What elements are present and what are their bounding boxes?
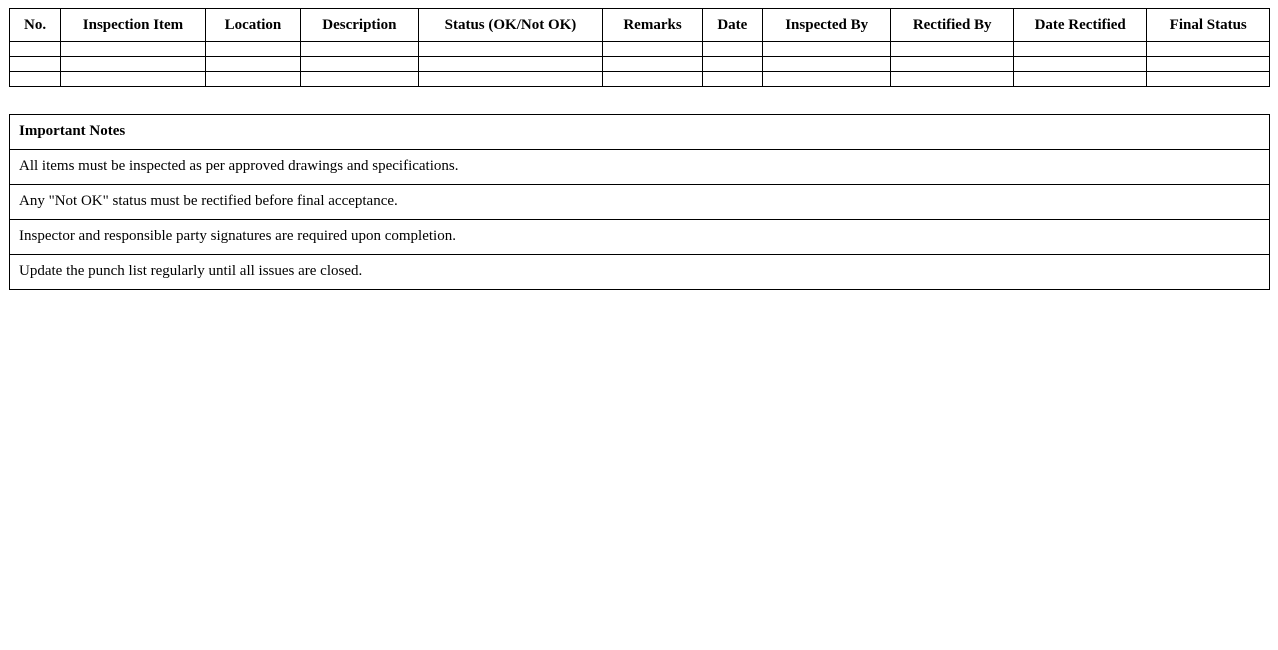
cell-inspected-by[interactable] xyxy=(762,72,891,87)
cell-location[interactable] xyxy=(205,72,300,87)
cell-no[interactable] xyxy=(10,72,61,87)
note-item: Any "Not OK" status must be rectified before final acceptance. xyxy=(10,185,1270,220)
column-header-location: Location xyxy=(205,9,300,42)
cell-no[interactable] xyxy=(10,57,61,72)
cell-description[interactable] xyxy=(301,57,418,72)
note-row xyxy=(10,220,1270,255)
cell-date-rectified[interactable] xyxy=(1013,57,1147,72)
cell-date[interactable] xyxy=(702,72,762,87)
cell-no[interactable] xyxy=(10,42,61,57)
inspection-checklist-table xyxy=(9,8,1270,87)
cell-location[interactable] xyxy=(205,42,300,57)
cell-final-status[interactable] xyxy=(1147,72,1270,87)
cell-inspected-by[interactable] xyxy=(762,57,891,72)
table-header-row xyxy=(10,9,1270,42)
note-item: Update the punch list regularly until all issues are closed. xyxy=(10,255,1270,290)
cell-date[interactable] xyxy=(702,57,762,72)
notes-header-row xyxy=(10,115,1270,150)
column-header-inspected-by: Inspected By xyxy=(762,9,891,42)
cell-date-rectified[interactable] xyxy=(1013,72,1147,87)
table-row[interactable] xyxy=(10,57,1270,72)
important-notes-table xyxy=(9,114,1270,290)
cell-remarks[interactable] xyxy=(603,42,702,57)
column-header-no: No. xyxy=(10,9,61,42)
cell-status[interactable] xyxy=(418,72,603,87)
cell-remarks[interactable] xyxy=(603,72,702,87)
cell-description[interactable] xyxy=(301,42,418,57)
cell-rectified-by[interactable] xyxy=(891,42,1013,57)
note-row xyxy=(10,185,1270,220)
column-header-inspection-item: Inspection Item xyxy=(61,9,206,42)
column-header-remarks: Remarks xyxy=(603,9,702,42)
note-row xyxy=(10,150,1270,185)
column-header-description: Description xyxy=(301,9,418,42)
cell-inspection-item[interactable] xyxy=(61,42,206,57)
cell-status[interactable] xyxy=(418,57,603,72)
inspection-table-container xyxy=(9,8,1270,87)
note-item: Inspector and responsible party signatures are required upon completion. xyxy=(10,220,1270,255)
column-header-rectified-by: Rectified By xyxy=(891,9,1013,42)
notes-header-label: Important Notes xyxy=(10,115,1270,150)
important-notes-container xyxy=(9,114,1270,290)
cell-rectified-by[interactable] xyxy=(891,57,1013,72)
column-header-final-status: Final Status xyxy=(1147,9,1270,42)
cell-status[interactable] xyxy=(418,42,603,57)
table-row[interactable] xyxy=(10,42,1270,57)
note-row xyxy=(10,255,1270,290)
cell-final-status[interactable] xyxy=(1147,42,1270,57)
cell-date-rectified[interactable] xyxy=(1013,42,1147,57)
column-header-status: Status (OK/Not OK) xyxy=(418,9,603,42)
column-header-date-rectified: Date Rectified xyxy=(1013,9,1147,42)
cell-inspection-item[interactable] xyxy=(61,57,206,72)
cell-inspection-item[interactable] xyxy=(61,72,206,87)
cell-description[interactable] xyxy=(301,72,418,87)
cell-rectified-by[interactable] xyxy=(891,72,1013,87)
cell-inspected-by[interactable] xyxy=(762,42,891,57)
cell-date[interactable] xyxy=(702,42,762,57)
table-row[interactable] xyxy=(10,72,1270,87)
cell-final-status[interactable] xyxy=(1147,57,1270,72)
note-item: All items must be inspected as per approved drawings and specifications. xyxy=(10,150,1270,185)
cell-location[interactable] xyxy=(205,57,300,72)
column-header-date: Date xyxy=(702,9,762,42)
cell-remarks[interactable] xyxy=(603,57,702,72)
